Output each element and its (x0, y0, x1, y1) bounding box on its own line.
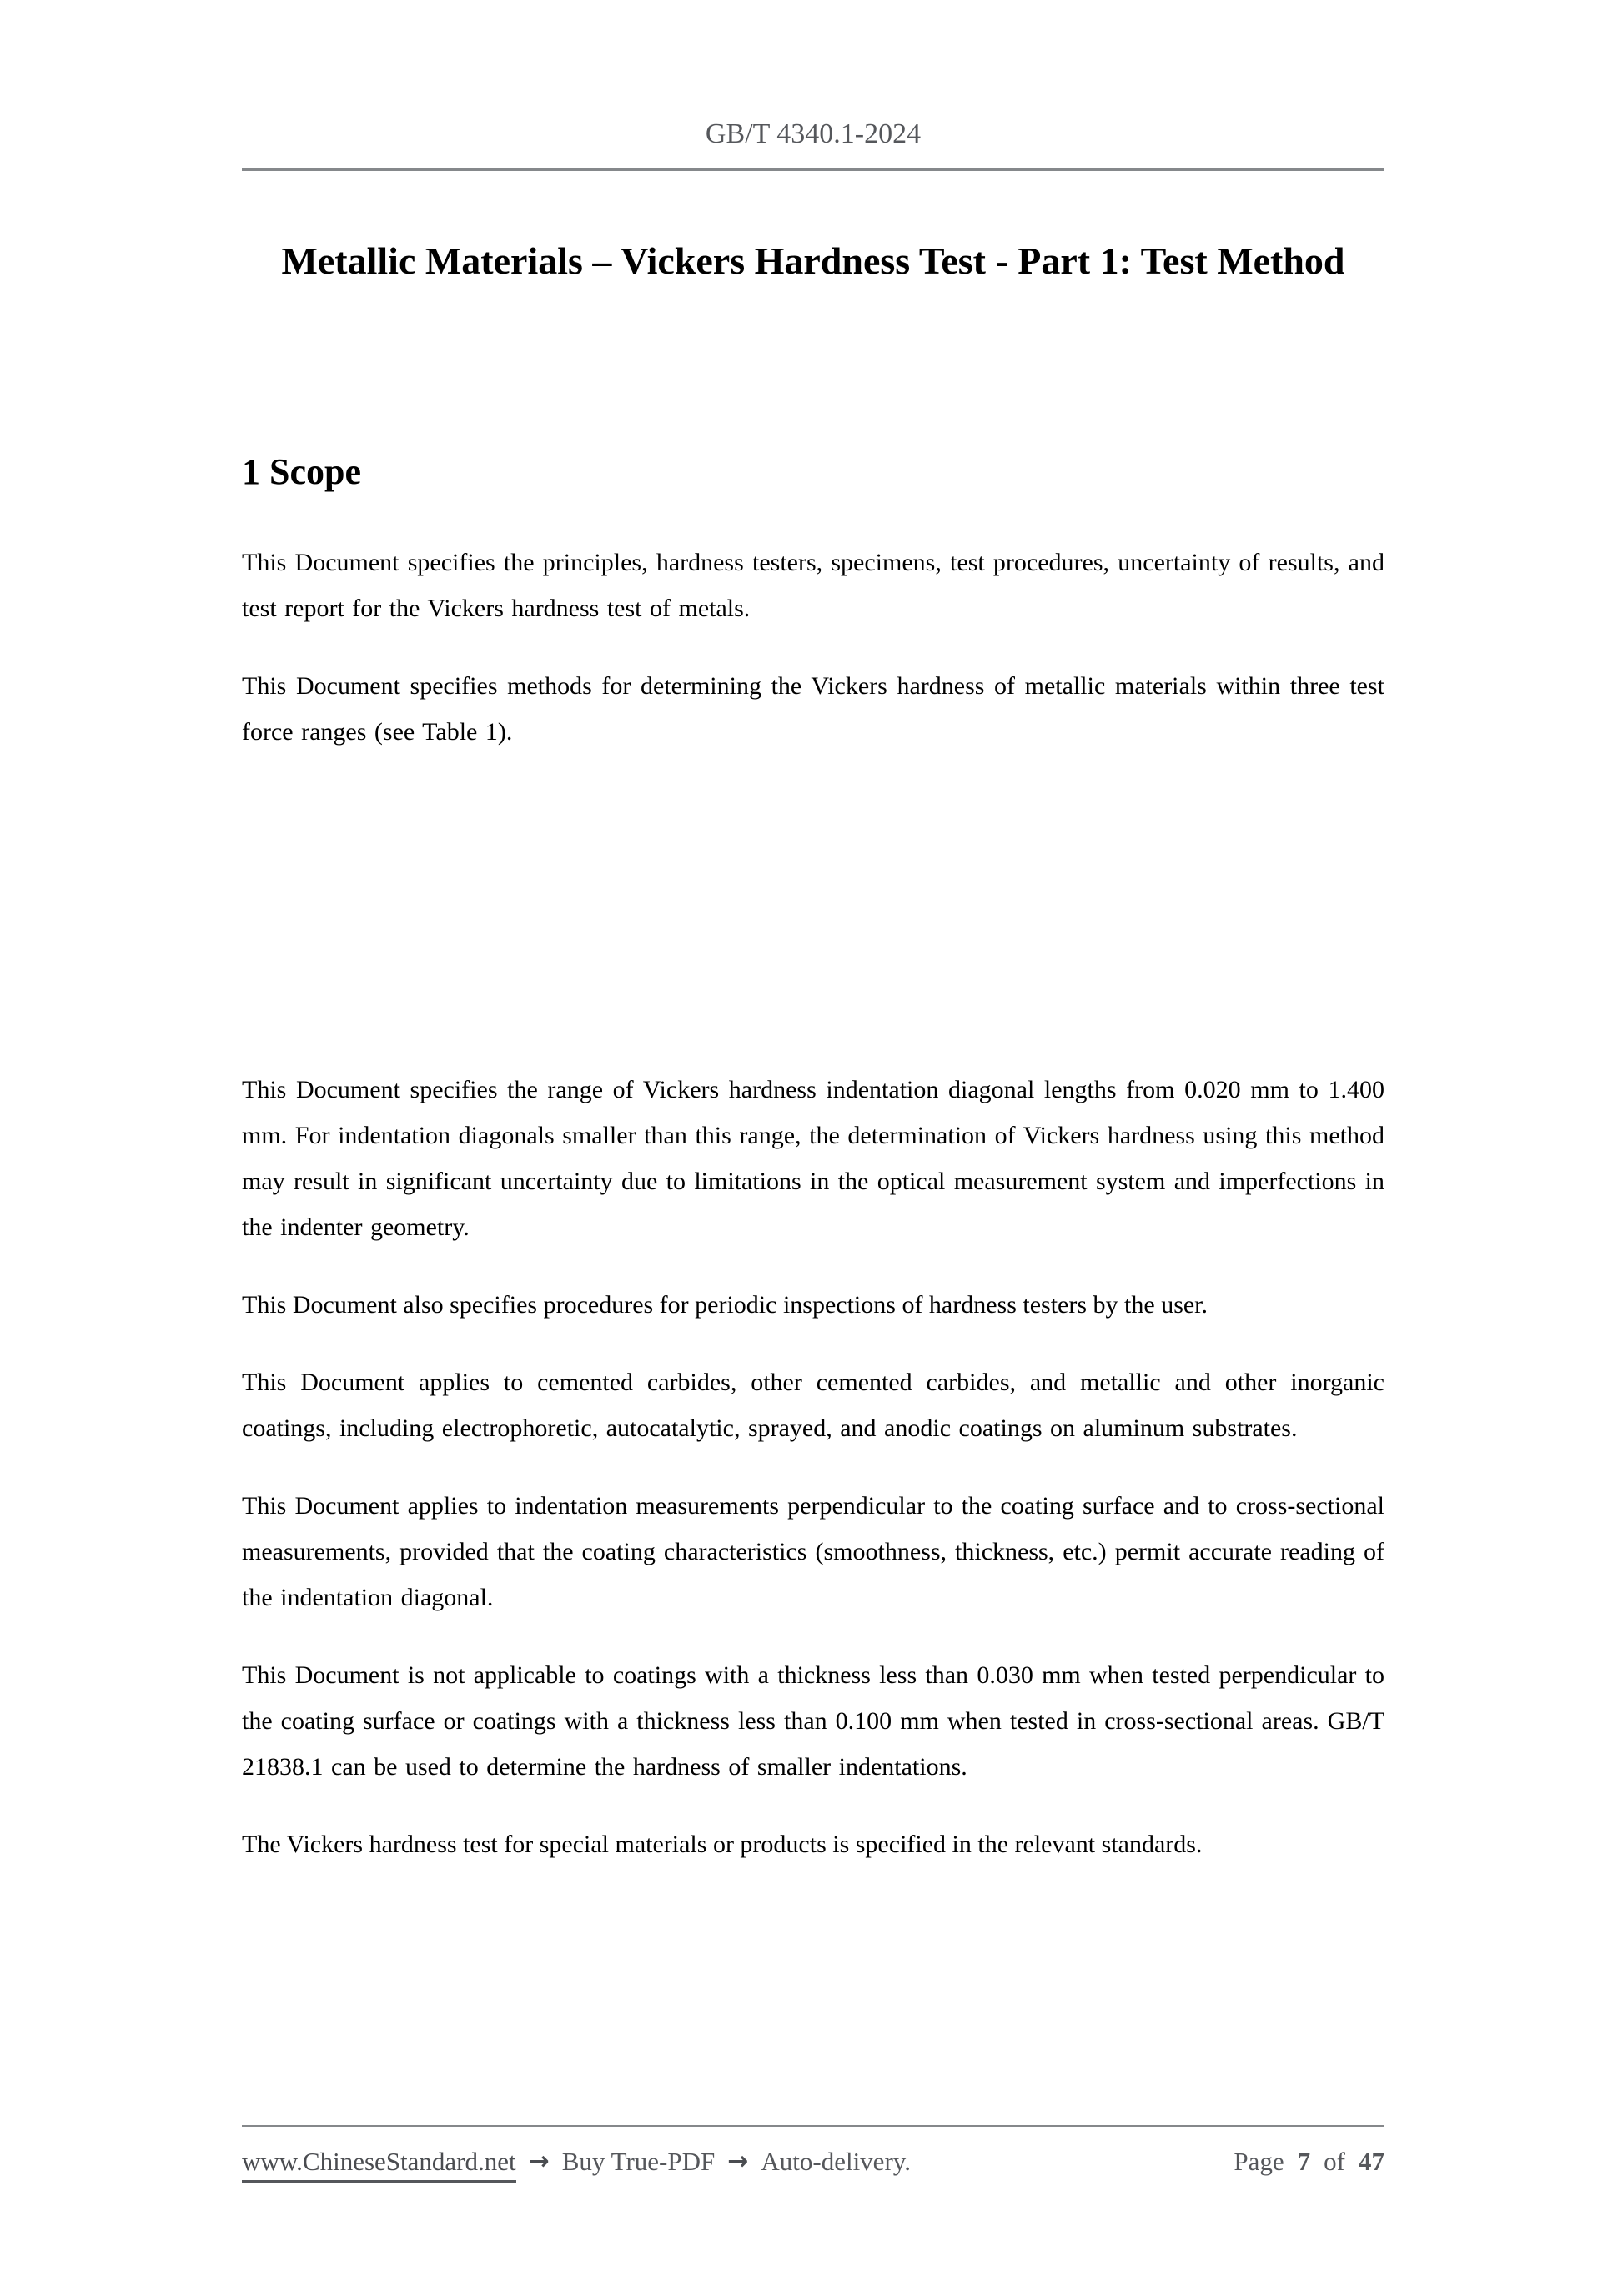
page-footer (242, 2125, 1384, 2183)
right-arrow-icon: → (528, 2147, 550, 2176)
scope-paragraph-7: This Document is not applicable to coatings with a thickness less than 0.030 mm when tested perpendicular to the coating surface or coatings with a thickness less than 0.100 mm when tested in cross-sectional areas. GB/T 21838.1 can be used to determine the hardness of smaller indentations. (242, 1660, 1384, 1781)
page-indicator (1234, 2145, 1384, 2178)
scope-paragraph-3: This Document specifies the range of Vickers hardness indentation diagonal lengths from 0.020 mm to 1.400 mm. For indentation diagonals smaller than this range, the determination of Vickers hardness using this method may result in significant uncertainty due to limitations in the optical measurement system and imperfections in the indenter geometry. (242, 1075, 1384, 1241)
scope-paragraph-5: This Document applies to cemented carbides, other cemented carbides, and metallic and other inorganic coatings, including electrophoretic, autocatalytic, sprayed, and anodic coatings on aluminum substrates. (242, 1368, 1384, 1442)
page-current-number: 7 (1297, 2147, 1311, 2176)
page-word: Page (1234, 2147, 1284, 2176)
scope-paragraph-6: This Document applies to indentation measurements perpendicular to the coating surface and to cross-sectional measurements, provided that the coating characteristics (smoothness, thickness, etc.) permit accurate reading of the indentation diagonal. (242, 1491, 1384, 1611)
section-heading-scope: 1 Scope (242, 450, 361, 492)
scope-paragraph-8: The Vickers hardness test for special materials or products is specified in the relevant standards. (242, 1830, 1203, 1858)
of-word: of (1324, 2147, 1345, 2176)
document-title: Metallic Materials – Vickers Hardness Test - Part 1: Test Method (281, 239, 1345, 282)
footer-buy-label: Buy True-PDF (561, 2147, 716, 2176)
blank-figure-gap (242, 786, 1384, 1067)
right-arrow-icon: → (727, 2147, 749, 2176)
header-rule (242, 168, 1384, 171)
header-doc-number: GB/T 4340.1-2024 (705, 118, 922, 149)
footer-delivery-label: Auto-delivery. (761, 2147, 912, 2176)
scope-paragraph-4: This Document also specifies procedures for periodic inspections of hardness testers by the user. (242, 1290, 1208, 1319)
footer-site-link[interactable]: www.ChineseStandard.net (242, 2145, 516, 2183)
footer-row (242, 2145, 1384, 2183)
scope-paragraph-1: This Document specifies the principles, hardness testers, specimens, test procedures, uncertainty of results, and test report for the Vickers hardness test of metals. (242, 548, 1384, 622)
footer-left-group (242, 2145, 911, 2183)
footer-rule (242, 2125, 1384, 2127)
scope-paragraph-2: This Document specifies methods for determining the Vickers hardness of metallic materials within three test force ranges (see Table 1). (242, 671, 1384, 746)
page-total-number: 47 (1359, 2147, 1384, 2176)
